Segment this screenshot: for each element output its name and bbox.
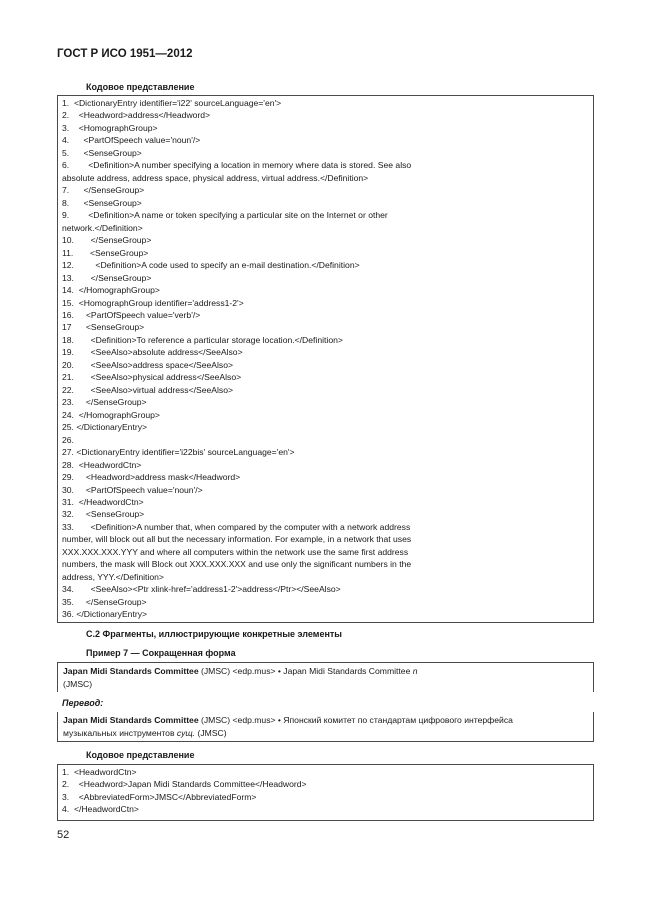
translation-line2-start: музыкальных инструментов: [63, 727, 177, 738]
translation-line2-end: (JMSC): [195, 727, 227, 738]
code-line: 35. </SenseGroup>: [62, 596, 147, 607]
code-line: 5. <SenseGroup>: [62, 147, 142, 158]
code-line: 22. <SeeAlso>virtual address</SeeAlso>: [62, 384, 234, 395]
code-line: 3. <HomographGroup>: [62, 122, 158, 133]
code-line: 15. <HomographGroup identifier='address1-2'>: [62, 297, 244, 308]
code-line: 19. <SeeAlso>absolute address</SeeAlso>: [62, 347, 243, 358]
code-line: 26.: [62, 434, 74, 445]
code-line: 10. </SenseGroup>: [62, 235, 152, 246]
example-headword: Japan Midi Standards Committee: [63, 666, 199, 676]
code-line: 11. <SenseGroup>: [62, 247, 149, 258]
example-label: Пример 7 — Сокращенная форма: [86, 648, 236, 658]
code-line: 25. </DictionaryEntry>: [62, 422, 148, 433]
code-line: 30. <PartOfSpeech value='noun'/>: [62, 484, 203, 495]
translation-label: Перевод:: [62, 698, 104, 708]
code-representation-label: Кодовое представление: [86, 82, 195, 92]
code-line: number, will block out all but the necessary information. For example, in a network that uses: [62, 534, 412, 545]
example-pos: n: [412, 666, 418, 676]
example-source-text: (JMSC) <edp.mus> • Japan Midi Standards Committee: [198, 666, 413, 676]
code-line: address, YYY.</Definition>: [62, 571, 164, 582]
example-source-box: [57, 662, 594, 692]
code-line: 2. <Headword>Japan Midi Standards Committee</Headword>: [62, 779, 307, 790]
translation-box: [57, 712, 594, 742]
code-line: 13. </SenseGroup>: [62, 272, 152, 283]
code-line: 1. <DictionaryEntry identifier='i22' sourceLanguage='en'>: [62, 98, 282, 108]
code-line: 21. <SeeAlso>physical address</SeeAlso>: [62, 372, 242, 383]
translation-text: (JMSC) <edp.mus> • Японский комитет по стандартам цифрового интерфейса: [198, 715, 513, 725]
code-line: 7. </SenseGroup>: [62, 185, 145, 196]
code-line: 14. </HomographGroup>: [62, 285, 160, 296]
code-line: 27. <DictionaryEntry identifier='i22bis' sourceLanguage='en'>: [62, 447, 295, 458]
code-block-2: [57, 764, 594, 821]
code-line: XXX.XXX.XXX.YYY and where all computers within the network use the same first address: [62, 546, 409, 557]
code-line: numbers, the mask will Block out XXX.XXX.XXX and use only the significant numbers in the: [62, 559, 412, 570]
code-line: 24. </HomographGroup>: [62, 409, 160, 420]
code-line: 12. <Definition>A code used to specify an e-mail destination.</Definition>: [62, 260, 360, 271]
code-line: 6. <Definition>A number specifying a location in memory where data is stored. See also: [62, 160, 412, 171]
code-line: 2. <Headword>address</Headword>: [62, 110, 211, 121]
code-line: 16. <PartOfSpeech value='verb'/>: [62, 309, 201, 320]
code-line: 4. <PartOfSpeech value='noun'/>: [62, 135, 201, 146]
code-line: 1. <HeadwordCtn>: [62, 767, 137, 777]
code-line: network.</Definition>: [62, 222, 143, 233]
example-source-line2: (JMSC): [63, 678, 93, 689]
code-block-1: [57, 95, 594, 623]
code-line: 4. </HeadwordCtn>: [62, 804, 139, 815]
document-header: ГОСТ Р ИСО 1951—2012: [57, 48, 193, 60]
code-line: 29. <Headword>address mask</Headword>: [62, 472, 241, 483]
code-line: 34. <SeeAlso><Ptr xlink-href='address1-2'>address</Ptr></SeeAlso>: [62, 584, 341, 595]
code-line: 18. <Definition>To reference a particular storage location.</Definition>: [62, 334, 343, 345]
section-heading: С.2 Фрагменты, иллюстрирующие конкретные элементы: [86, 629, 342, 639]
code-line: 17 <SenseGroup>: [62, 322, 145, 333]
code-line: 36. </DictionaryEntry>: [62, 609, 148, 620]
code-line: 28. <HeadwordCtn>: [62, 459, 142, 470]
translation-headword: Japan Midi Standards Committee: [63, 715, 199, 725]
code-line: 9. <Definition>A name or token specifying a particular site on the Internet or other: [62, 210, 388, 221]
code-line: 23. </SenseGroup>: [62, 397, 147, 408]
code-line: absolute address, address space, physical address, virtual address.</Definition>: [62, 172, 369, 183]
code-line: 8. <SenseGroup>: [62, 197, 142, 208]
code-line: 33. <Definition>A number that, when compared by the computer with a network address: [62, 521, 411, 532]
page-number: 52: [57, 829, 70, 841]
code-line: 31. </HeadwordCtn>: [62, 497, 144, 507]
code-representation-label-2: Кодовое представление: [86, 750, 195, 760]
translation-pos: сущ.: [176, 727, 196, 738]
code-line: 20. <SeeAlso>address space</SeeAlso>: [62, 359, 234, 370]
code-line: 3. <AbbreviatedForm>JMSC</AbbreviatedForm>: [62, 791, 257, 802]
code-line: 32. <SenseGroup>: [62, 509, 145, 520]
